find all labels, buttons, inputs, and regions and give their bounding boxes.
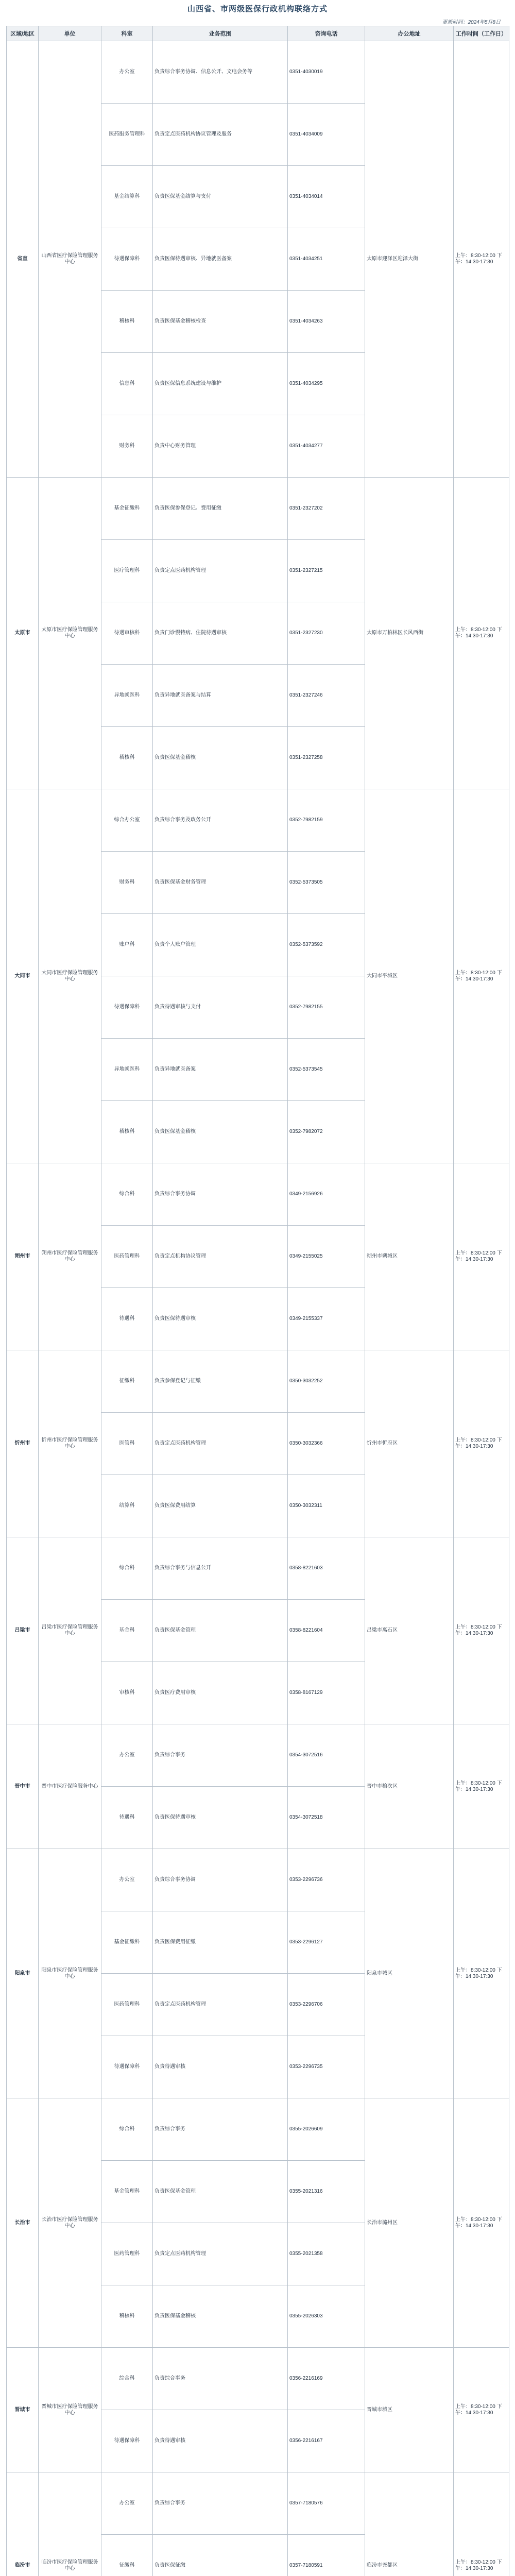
cell-department: 办公室 <box>101 41 153 104</box>
table-body <box>7 41 509 2576</box>
cell-phone: 0351-4030019 <box>288 41 365 104</box>
cell-department: 稽核科 <box>101 2285 153 2348</box>
cell-scope: 负责医保信息系统建设与维护 <box>153 353 288 415</box>
cell-scope: 负责医保待遇审核、异地就医备案 <box>153 228 288 291</box>
cell-scope: 负责医保征缴 <box>153 2535 288 2576</box>
cell-department: 待遇科 <box>101 1787 153 1849</box>
cell-department: 征缴科 <box>101 1350 153 1413</box>
cell-phone: 0355-2026303 <box>288 2285 365 2348</box>
cell-phone: 0350-3032252 <box>288 1350 365 1413</box>
cell-phone: 0358-8221604 <box>288 1600 365 1662</box>
cell-department: 待遇保障科 <box>101 228 153 291</box>
cell-hours: 上午：8:30-12:00 下午：14:30-17:30 <box>454 789 509 1163</box>
cell-scope: 负责医保基金稽核 <box>153 2285 288 2348</box>
cell-hours: 上午：8:30-12:00 下午：14:30-17:30 <box>454 2472 509 2576</box>
cell-department: 结算科 <box>101 1475 153 1537</box>
cell-phone: 0357-7180576 <box>288 2472 365 2535</box>
cell-region: 省直 <box>7 41 39 478</box>
cell-address: 吕梁市离石区 <box>365 1537 454 1724</box>
cell-scope: 负责医保基金管理 <box>153 2161 288 2223</box>
table-row <box>7 41 509 104</box>
cell-region: 临汾市 <box>7 2472 39 2576</box>
cell-scope: 负责门诊慢特病、住院待遇审核 <box>153 602 288 665</box>
cell-scope: 负责医保费用结算 <box>153 1475 288 1537</box>
cell-region: 长治市 <box>7 2098 39 2348</box>
cell-hours: 上午：8:30-12:00 下午：14:30-17:30 <box>454 2098 509 2348</box>
cell-department: 待遇保障科 <box>101 2410 153 2472</box>
cell-phone: 0351-4034295 <box>288 353 365 415</box>
cell-scope: 负责定点医药机构管理 <box>153 1974 288 2036</box>
cell-department: 待遇科 <box>101 1288 153 1350</box>
cell-scope: 负责定点医药机构管理 <box>153 1413 288 1475</box>
cell-phone: 0351-2327202 <box>288 478 365 540</box>
update-date: 更新时间：2024年5月8日 <box>442 20 501 25</box>
header-agency: 单位 <box>39 26 101 41</box>
cell-phone: 0358-8167129 <box>288 1662 365 1724</box>
cell-agency: 忻州市医疗保险管理服务中心 <box>39 1350 101 1537</box>
cell-hours: 上午：8:30-12:00 下午：14:30-17:30 <box>454 2348 509 2472</box>
cell-address: 阳泉市城区 <box>365 1849 454 2098</box>
cell-department: 信息科 <box>101 353 153 415</box>
cell-department: 异地就医科 <box>101 665 153 727</box>
cell-address: 大同市平城区 <box>365 789 454 1163</box>
cell-department: 基金征缴科 <box>101 1911 153 1974</box>
cell-agency: 晋城市医疗保险管理服务中心 <box>39 2348 101 2472</box>
cell-department: 财务科 <box>101 415 153 478</box>
cell-scope: 负责综合事务 <box>153 2098 288 2161</box>
cell-phone: 0356-2216169 <box>288 2348 365 2410</box>
cell-department: 综合科 <box>101 2098 153 2161</box>
cell-address: 太原市万柏林区长风西街 <box>365 478 454 789</box>
cell-scope: 负责个人账户管理 <box>153 914 288 976</box>
cell-department: 财务科 <box>101 852 153 914</box>
cell-phone: 0352-7982159 <box>288 789 365 852</box>
cell-region: 晋中市 <box>7 1724 39 1849</box>
cell-region: 太原市 <box>7 478 39 789</box>
cell-department: 稽核科 <box>101 291 153 353</box>
cell-phone: 0351-4034251 <box>288 228 365 291</box>
cell-agency: 朔州市医疗保险管理服务中心 <box>39 1163 101 1350</box>
cell-department: 办公室 <box>101 1849 153 1911</box>
table-row <box>7 2348 509 2410</box>
page-title: 山西省、市两级医保行政机构联络方式 <box>187 5 328 13</box>
cell-department: 征缴科 <box>101 2535 153 2576</box>
cell-address: 忻州市忻府区 <box>365 1350 454 1537</box>
cell-agency: 太原市医疗保险管理服务中心 <box>39 478 101 789</box>
cell-hours: 上午：8:30-12:00 下午：14:30-17:30 <box>454 1849 509 2098</box>
cell-hours: 上午：8:30-12:00 下午：14:30-17:30 <box>454 1163 509 1350</box>
cell-phone: 0356-2216167 <box>288 2410 365 2472</box>
header-hours: 工作时间（工作日） <box>454 26 509 41</box>
header-scope: 业务范围 <box>153 26 288 41</box>
cell-phone: 0349-2155025 <box>288 1226 365 1288</box>
cell-phone: 0358-8221603 <box>288 1537 365 1600</box>
cell-department: 基金管理科 <box>101 2161 153 2223</box>
cell-scope: 负责医保基金管理 <box>153 1600 288 1662</box>
cell-scope: 负责医保费用征缴 <box>153 1911 288 1974</box>
table-row <box>7 1849 509 1911</box>
cell-hours: 上午：8:30-12:00 下午：14:30-17:30 <box>454 478 509 789</box>
table-row <box>7 1724 509 1787</box>
cell-phone: 0351-4034263 <box>288 291 365 353</box>
cell-department: 基金科 <box>101 1600 153 1662</box>
cell-scope: 负责医保基金稽核 <box>153 1101 288 1163</box>
cell-scope: 负责综合事务 <box>153 2348 288 2410</box>
cell-phone: 0349-2155337 <box>288 1288 365 1350</box>
cell-scope: 负责定点医药机构协议管理及服务 <box>153 104 288 166</box>
header-phone: 咨询电话 <box>288 26 365 41</box>
table-row <box>7 1350 509 1413</box>
cell-phone: 0351-2327246 <box>288 665 365 727</box>
cell-department: 稽核科 <box>101 1101 153 1163</box>
header-region: 区域/地区 <box>7 26 39 41</box>
cell-phone: 0355-2021316 <box>288 2161 365 2223</box>
cell-region: 朔州市 <box>7 1163 39 1350</box>
cell-phone: 0352-5373545 <box>288 1039 365 1101</box>
cell-phone: 0351-4034277 <box>288 415 365 478</box>
cell-phone: 0349-2156926 <box>288 1163 365 1226</box>
cell-department: 医疗管理科 <box>101 540 153 602</box>
cell-scope: 负责医保基金财务管理 <box>153 852 288 914</box>
cell-scope: 负责医保参保登记、费用征缴 <box>153 478 288 540</box>
cell-hours: 上午：8:30-12:00 下午：14:30-17:30 <box>454 1350 509 1537</box>
cell-department: 基金结算科 <box>101 166 153 228</box>
cell-scope: 负责定点机构协议管理 <box>153 1226 288 1288</box>
cell-region: 大同市 <box>7 789 39 1163</box>
cell-hours: 上午：8:30-12:00 下午：14:30-17:30 <box>454 41 509 478</box>
cell-scope: 负责异地就医备案与结算 <box>153 665 288 727</box>
cell-hours: 上午：8:30-12:00 下午：14:30-17:30 <box>454 1724 509 1849</box>
cell-scope: 负责医保基金结算与支付 <box>153 166 288 228</box>
cell-scope: 负责待遇审核与支付 <box>153 976 288 1039</box>
cell-scope: 负责综合事务协调 <box>153 1849 288 1911</box>
cell-scope: 负责综合事务及政务公开 <box>153 789 288 852</box>
cell-department: 综合科 <box>101 1537 153 1600</box>
cell-scope: 负责定点医药机构管理 <box>153 540 288 602</box>
table-row <box>7 2472 509 2535</box>
cell-region: 阳泉市 <box>7 1849 39 2098</box>
cell-address: 朔州市朔城区 <box>365 1163 454 1350</box>
cell-phone: 0351-4034014 <box>288 166 365 228</box>
cell-department: 综合办公室 <box>101 789 153 852</box>
cell-department: 基金征缴科 <box>101 478 153 540</box>
cell-phone: 0351-2327215 <box>288 540 365 602</box>
cell-department: 医管科 <box>101 1413 153 1475</box>
cell-scope: 负责综合事务 <box>153 1724 288 1787</box>
cell-department: 审核科 <box>101 1662 153 1724</box>
header-department: 科室 <box>101 26 153 41</box>
table-row <box>7 2098 509 2161</box>
cell-scope: 负责中心财务管理 <box>153 415 288 478</box>
cell-scope: 负责异地就医备案 <box>153 1039 288 1101</box>
cell-department: 办公室 <box>101 2472 153 2535</box>
cell-scope: 负责医保基金稽核 <box>153 727 288 789</box>
cell-scope: 负责综合事务 <box>153 2472 288 2535</box>
cell-agency: 临汾市医疗保险管理服务中心 <box>39 2472 101 2576</box>
cell-address: 太原市迎泽区迎泽大街 <box>365 41 454 478</box>
cell-phone: 0354-3072518 <box>288 1787 365 1849</box>
cell-phone: 0353-2296127 <box>288 1911 365 1974</box>
cell-phone: 0352-7982072 <box>288 1101 365 1163</box>
cell-department: 待遇审核科 <box>101 602 153 665</box>
cell-hours: 上午：8:30-12:00 下午：14:30-17:30 <box>454 1537 509 1724</box>
cell-scope: 负责综合事务与信息公开 <box>153 1537 288 1600</box>
cell-phone: 0352-5373592 <box>288 914 365 976</box>
cell-department: 待遇保障科 <box>101 976 153 1039</box>
cell-phone: 0354-3072516 <box>288 1724 365 1787</box>
cell-department: 账户科 <box>101 914 153 976</box>
table-row <box>7 1163 509 1226</box>
cell-phone: 0355-2026609 <box>288 2098 365 2161</box>
cell-phone: 0355-2021358 <box>288 2223 365 2285</box>
cell-phone: 0351-2327230 <box>288 602 365 665</box>
cell-scope: 负责医保待遇审核 <box>153 1787 288 1849</box>
cell-department: 医药服务管理科 <box>101 104 153 166</box>
cell-region: 忻州市 <box>7 1350 39 1537</box>
cell-agency: 山西省医疗保险管理服务中心 <box>39 41 101 478</box>
table-header-row <box>7 26 509 41</box>
cell-department: 综合科 <box>101 1163 153 1226</box>
cell-agency: 大同市医疗保险管理服务中心 <box>39 789 101 1163</box>
cell-department: 异地就医科 <box>101 1039 153 1101</box>
cell-scope: 负责待遇审核 <box>153 2036 288 2098</box>
cell-phone: 0353-2296706 <box>288 1974 365 2036</box>
cell-address: 晋城市城区 <box>365 2348 454 2472</box>
header-address: 办公地址 <box>365 26 454 41</box>
cell-scope: 负责定点医药机构管理 <box>153 2223 288 2285</box>
cell-scope: 负责参保登记与征缴 <box>153 1350 288 1413</box>
cell-department: 医药管理科 <box>101 1974 153 2036</box>
table-row <box>7 1537 509 1600</box>
cell-phone: 0352-5373505 <box>288 852 365 914</box>
cell-phone: 0353-2296736 <box>288 1849 365 1911</box>
cell-phone: 0357-7180591 <box>288 2535 365 2576</box>
cell-department: 待遇保障科 <box>101 2036 153 2098</box>
cell-scope: 负责医疗费用审核 <box>153 1662 288 1724</box>
table-row <box>7 789 509 852</box>
cell-phone: 0350-3032311 <box>288 1475 365 1537</box>
cell-department: 稽核科 <box>101 727 153 789</box>
cell-department: 医药管理科 <box>101 1226 153 1288</box>
contact-table <box>6 26 509 2576</box>
cell-scope: 负责待遇审核 <box>153 2410 288 2472</box>
cell-agency: 阳泉市医疗保险管理服务中心 <box>39 1849 101 2098</box>
cell-phone: 0351-4034009 <box>288 104 365 166</box>
cell-scope: 负责综合事务协调 <box>153 1163 288 1226</box>
cell-scope: 负责医保待遇审核 <box>153 1288 288 1350</box>
cell-department: 医药管理科 <box>101 2223 153 2285</box>
cell-phone: 0353-2296735 <box>288 2036 365 2098</box>
cell-phone: 0352-7982155 <box>288 976 365 1039</box>
cell-department: 办公室 <box>101 1724 153 1787</box>
cell-address: 长治市潞州区 <box>365 2098 454 2348</box>
cell-agency: 长治市医疗保险管理服务中心 <box>39 2098 101 2348</box>
cell-address: 晋中市榆次区 <box>365 1724 454 1849</box>
cell-agency: 晋中市医疗保险服务中心 <box>39 1724 101 1849</box>
table-row <box>7 478 509 540</box>
cell-address: 临汾市尧都区 <box>365 2472 454 2576</box>
cell-phone: 0351-2327258 <box>288 727 365 789</box>
cell-scope: 负责综合事务协调、信息公开、文电会务等 <box>153 41 288 104</box>
cell-agency: 吕梁市医疗保险管理服务中心 <box>39 1537 101 1724</box>
cell-region: 晋城市 <box>7 2348 39 2472</box>
cell-region: 吕梁市 <box>7 1537 39 1724</box>
cell-scope: 负责医保基金稽核检查 <box>153 291 288 353</box>
cell-department: 综合科 <box>101 2348 153 2410</box>
cell-phone: 0350-3032366 <box>288 1413 365 1475</box>
